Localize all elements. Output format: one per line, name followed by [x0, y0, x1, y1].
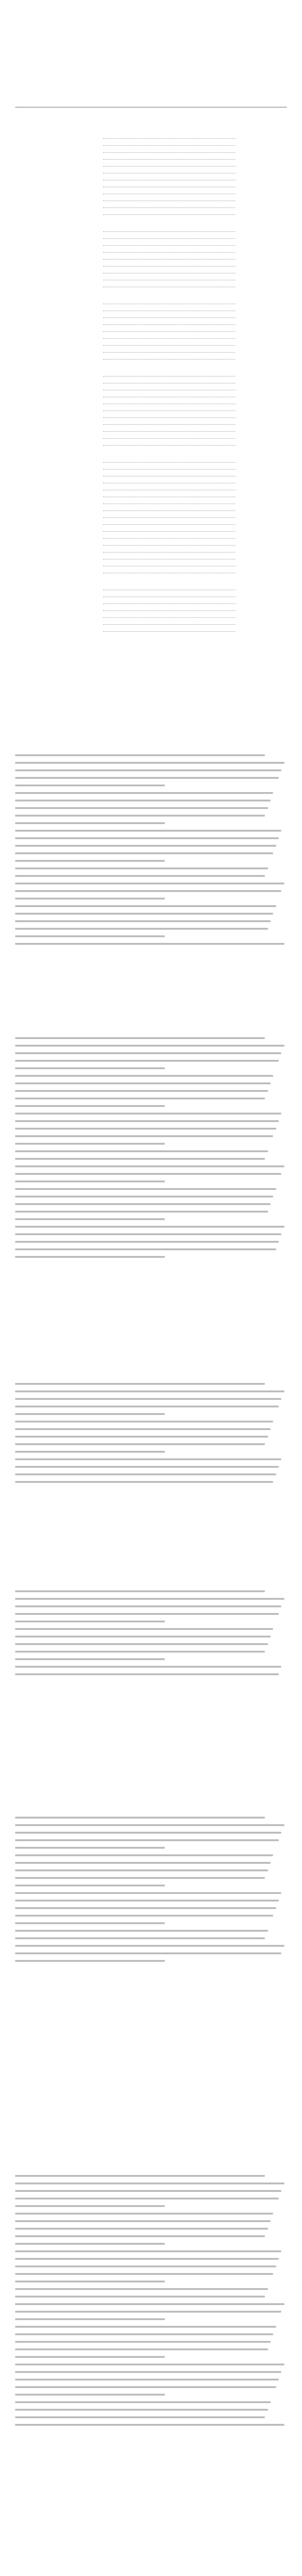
toc-item[interactable] — [58, 197, 247, 204]
text-line — [15, 935, 287, 939]
text-line — [15, 1673, 287, 1677]
text-line — [15, 2182, 287, 2186]
text-line — [15, 2424, 287, 2428]
text-line — [15, 2205, 287, 2209]
text-line — [15, 1832, 287, 1836]
toc-item[interactable] — [58, 434, 247, 441]
text-line — [15, 1605, 287, 1609]
toc-item[interactable] — [58, 234, 247, 241]
text-line — [15, 2394, 287, 2397]
text-line — [15, 1907, 287, 1911]
toc-item[interactable] — [58, 148, 247, 155]
text-line — [15, 784, 287, 788]
toc-item[interactable] — [58, 600, 247, 607]
text-line — [15, 2288, 287, 2292]
toc-item[interactable] — [58, 441, 247, 448]
toc-item[interactable] — [58, 479, 247, 486]
text-line — [15, 1113, 287, 1116]
toc-item[interactable] — [58, 620, 247, 627]
text-line — [15, 2250, 287, 2254]
text-line — [15, 2333, 287, 2337]
toc-item[interactable] — [58, 321, 247, 328]
text-line — [15, 1128, 287, 1131]
text-line — [15, 1075, 287, 1079]
text-line — [15, 2416, 287, 2420]
text-line — [15, 2356, 287, 2360]
text-line — [15, 1466, 287, 1470]
toc-item[interactable] — [58, 348, 247, 355]
text-line — [15, 1922, 287, 1926]
text-line — [15, 1082, 287, 1086]
toc-item[interactable] — [58, 379, 247, 386]
toc-item[interactable] — [58, 514, 247, 520]
text-line — [15, 1598, 287, 1602]
text-line — [15, 1421, 287, 1424]
text-line — [15, 2198, 287, 2201]
toc-item[interactable] — [58, 141, 247, 148]
toc-item[interactable] — [58, 386, 247, 393]
toc-item[interactable] — [58, 507, 247, 514]
regulation-section — [15, 748, 287, 950]
text-line — [15, 1150, 287, 1154]
text-line — [15, 920, 287, 924]
text-line — [15, 1952, 287, 1956]
text-line — [15, 800, 287, 803]
text-line — [15, 2401, 287, 2405]
text-line — [15, 867, 287, 871]
toc-item[interactable] — [58, 614, 247, 620]
regulation-section — [15, 1377, 287, 1489]
text-line — [15, 1211, 287, 1214]
toc-item[interactable] — [58, 427, 247, 434]
text-line — [15, 2273, 287, 2277]
text-line — [15, 1628, 287, 1632]
toc-chapter[interactable] — [58, 124, 247, 135]
toc-item[interactable] — [58, 135, 247, 141]
text-line — [15, 860, 287, 864]
text-line — [15, 1651, 287, 1654]
text-line — [15, 1817, 287, 1820]
text-line — [15, 1098, 287, 1101]
text-line — [15, 1892, 287, 1896]
text-line — [15, 1037, 287, 1041]
toc-item[interactable] — [58, 421, 247, 427]
text-line — [15, 1854, 287, 1858]
text-line — [15, 1105, 287, 1109]
toc-item[interactable] — [58, 283, 247, 290]
text-line — [15, 1135, 287, 1139]
text-line — [15, 2175, 287, 2179]
toc-item[interactable] — [58, 334, 247, 341]
text-line — [15, 1383, 287, 1387]
text-line — [15, 792, 287, 796]
toc-item[interactable] — [58, 355, 247, 362]
toc-item[interactable] — [58, 341, 247, 348]
toc-item[interactable] — [58, 183, 247, 190]
toc-item[interactable] — [58, 300, 247, 307]
toc-chapter[interactable] — [58, 362, 247, 372]
toc-item[interactable] — [58, 607, 247, 614]
text-line — [15, 1188, 287, 1192]
text-line — [15, 845, 287, 849]
toc-item[interactable] — [58, 328, 247, 334]
text-line — [15, 1196, 287, 1199]
toc-item[interactable] — [58, 262, 247, 269]
text-line — [15, 1120, 287, 1124]
toc-item[interactable] — [58, 372, 247, 379]
toc-item[interactable] — [58, 458, 247, 465]
text-line — [15, 1915, 287, 1918]
toc-chapter[interactable] — [58, 290, 247, 300]
text-line — [15, 1824, 287, 1828]
toc-item[interactable] — [58, 248, 247, 255]
text-line — [15, 852, 287, 856]
toc-item[interactable] — [58, 276, 247, 283]
text-line — [15, 815, 287, 818]
text-line — [15, 807, 287, 811]
regulation-section — [15, 1031, 287, 1263]
text-line — [15, 1862, 287, 1866]
text-line — [15, 1060, 287, 1064]
regulation-section — [15, 2169, 287, 2431]
text-line — [15, 1436, 287, 1439]
toc-item[interactable] — [58, 169, 247, 176]
text-line — [15, 2371, 287, 2375]
text-line — [15, 754, 287, 758]
toc-item[interactable] — [58, 586, 247, 593]
text-line — [15, 1839, 287, 1843]
toc-item[interactable] — [58, 407, 247, 414]
text-line — [15, 1451, 287, 1455]
text-line — [15, 2235, 287, 2239]
text-line — [15, 898, 287, 901]
text-line — [15, 1666, 287, 1670]
text-line — [15, 928, 287, 932]
toc-item[interactable] — [58, 314, 247, 321]
text-line — [15, 2228, 287, 2232]
toc-item[interactable] — [58, 593, 247, 600]
text-line — [15, 2409, 287, 2413]
toc-item[interactable] — [58, 162, 247, 169]
regulation-section — [15, 1584, 287, 1681]
text-line — [15, 1413, 287, 1417]
text-line — [15, 1885, 287, 1888]
text-line — [15, 1900, 287, 1903]
text-line — [15, 2326, 287, 2330]
text-line — [15, 1937, 287, 1941]
text-line — [15, 1248, 287, 1252]
toc-item[interactable] — [58, 190, 247, 197]
text-line — [15, 2379, 287, 2382]
text-line — [15, 1877, 287, 1881]
text-line — [15, 2258, 287, 2262]
toc-item[interactable] — [58, 465, 247, 472]
toc-item[interactable] — [58, 155, 247, 162]
toc-item[interactable] — [58, 472, 247, 479]
text-line — [15, 1045, 287, 1049]
text-line — [15, 1428, 287, 1432]
toc-item[interactable] — [58, 228, 247, 234]
text-line — [15, 1847, 287, 1851]
text-line — [15, 1181, 287, 1184]
text-line — [15, 2213, 287, 2216]
text-line — [15, 830, 287, 834]
text-line — [15, 822, 287, 826]
text-line — [15, 837, 287, 841]
text-line — [15, 943, 287, 947]
text-line — [15, 1621, 287, 1624]
text-line — [15, 1256, 287, 1260]
toc-chapter[interactable] — [58, 576, 247, 586]
regulation-section — [15, 1810, 287, 1968]
toc-item[interactable] — [58, 493, 247, 500]
text-line — [15, 2220, 287, 2224]
text-line — [15, 1481, 287, 1485]
toc-item[interactable] — [58, 204, 247, 211]
text-line — [15, 1658, 287, 1662]
toc-item[interactable] — [58, 241, 247, 248]
text-line — [15, 2364, 287, 2367]
text-line — [15, 2348, 287, 2352]
toc-chapter[interactable] — [58, 448, 247, 458]
text-line — [15, 2243, 287, 2247]
text-line — [15, 1143, 287, 1147]
text-line — [15, 1930, 287, 1934]
table-of-contents — [58, 124, 247, 634]
text-line — [15, 2190, 287, 2194]
text-line — [15, 2281, 287, 2284]
text-line — [15, 1643, 287, 1647]
text-line — [15, 1590, 287, 1594]
toc-item[interactable] — [58, 541, 247, 548]
text-line — [15, 1203, 287, 1207]
toc-item[interactable] — [58, 527, 247, 534]
text-line — [15, 890, 287, 894]
text-line — [15, 1443, 287, 1447]
toc-chapter[interactable] — [58, 217, 247, 228]
text-line — [15, 1226, 287, 1230]
text-line — [15, 2386, 287, 2390]
text-line — [15, 762, 287, 766]
text-line — [15, 2341, 287, 2345]
text-line — [15, 1960, 287, 1964]
text-line — [15, 1241, 287, 1245]
text-line — [15, 1158, 287, 1162]
toc-item[interactable] — [58, 555, 247, 562]
toc-item[interactable] — [58, 307, 247, 314]
text-line — [15, 2303, 287, 2307]
text-line — [15, 1636, 287, 1639]
text-line — [15, 1869, 287, 1873]
toc-item[interactable] — [58, 255, 247, 262]
text-line — [15, 905, 287, 909]
text-line — [15, 1165, 287, 1169]
text-line — [15, 1173, 287, 1177]
text-line — [15, 1218, 287, 1222]
text-line — [15, 1406, 287, 1409]
toc-item[interactable] — [58, 569, 247, 576]
text-line — [15, 1945, 287, 1949]
toc-item[interactable] — [58, 548, 247, 555]
text-line — [15, 1052, 287, 1056]
text-line — [15, 2311, 287, 2315]
text-line — [15, 769, 287, 773]
toc-item[interactable] — [58, 400, 247, 407]
text-line — [15, 1067, 287, 1071]
text-line — [15, 2265, 287, 2269]
toc-item[interactable] — [58, 269, 247, 276]
toc-item[interactable] — [58, 176, 247, 183]
text-line — [15, 2296, 287, 2299]
text-line — [15, 875, 287, 879]
text-line — [15, 1390, 287, 1394]
toc-item[interactable] — [58, 627, 247, 634]
text-line — [15, 1458, 287, 1462]
toc-item[interactable] — [58, 520, 247, 527]
text-line — [15, 1398, 287, 1402]
text-line — [15, 1090, 287, 1094]
toc-item[interactable] — [58, 562, 247, 569]
text-line — [15, 2318, 287, 2322]
text-line — [15, 1473, 287, 1477]
text-line — [15, 883, 287, 886]
text-line — [15, 1613, 287, 1617]
text-line — [15, 777, 287, 781]
toc-item[interactable] — [58, 500, 247, 507]
text-line — [15, 913, 287, 916]
text-line — [15, 1233, 287, 1237]
toc-item[interactable] — [58, 211, 247, 217]
toc-item[interactable] — [58, 486, 247, 493]
toc-item[interactable] — [58, 414, 247, 421]
toc-item[interactable] — [58, 393, 247, 400]
toc-item[interactable] — [58, 534, 247, 541]
